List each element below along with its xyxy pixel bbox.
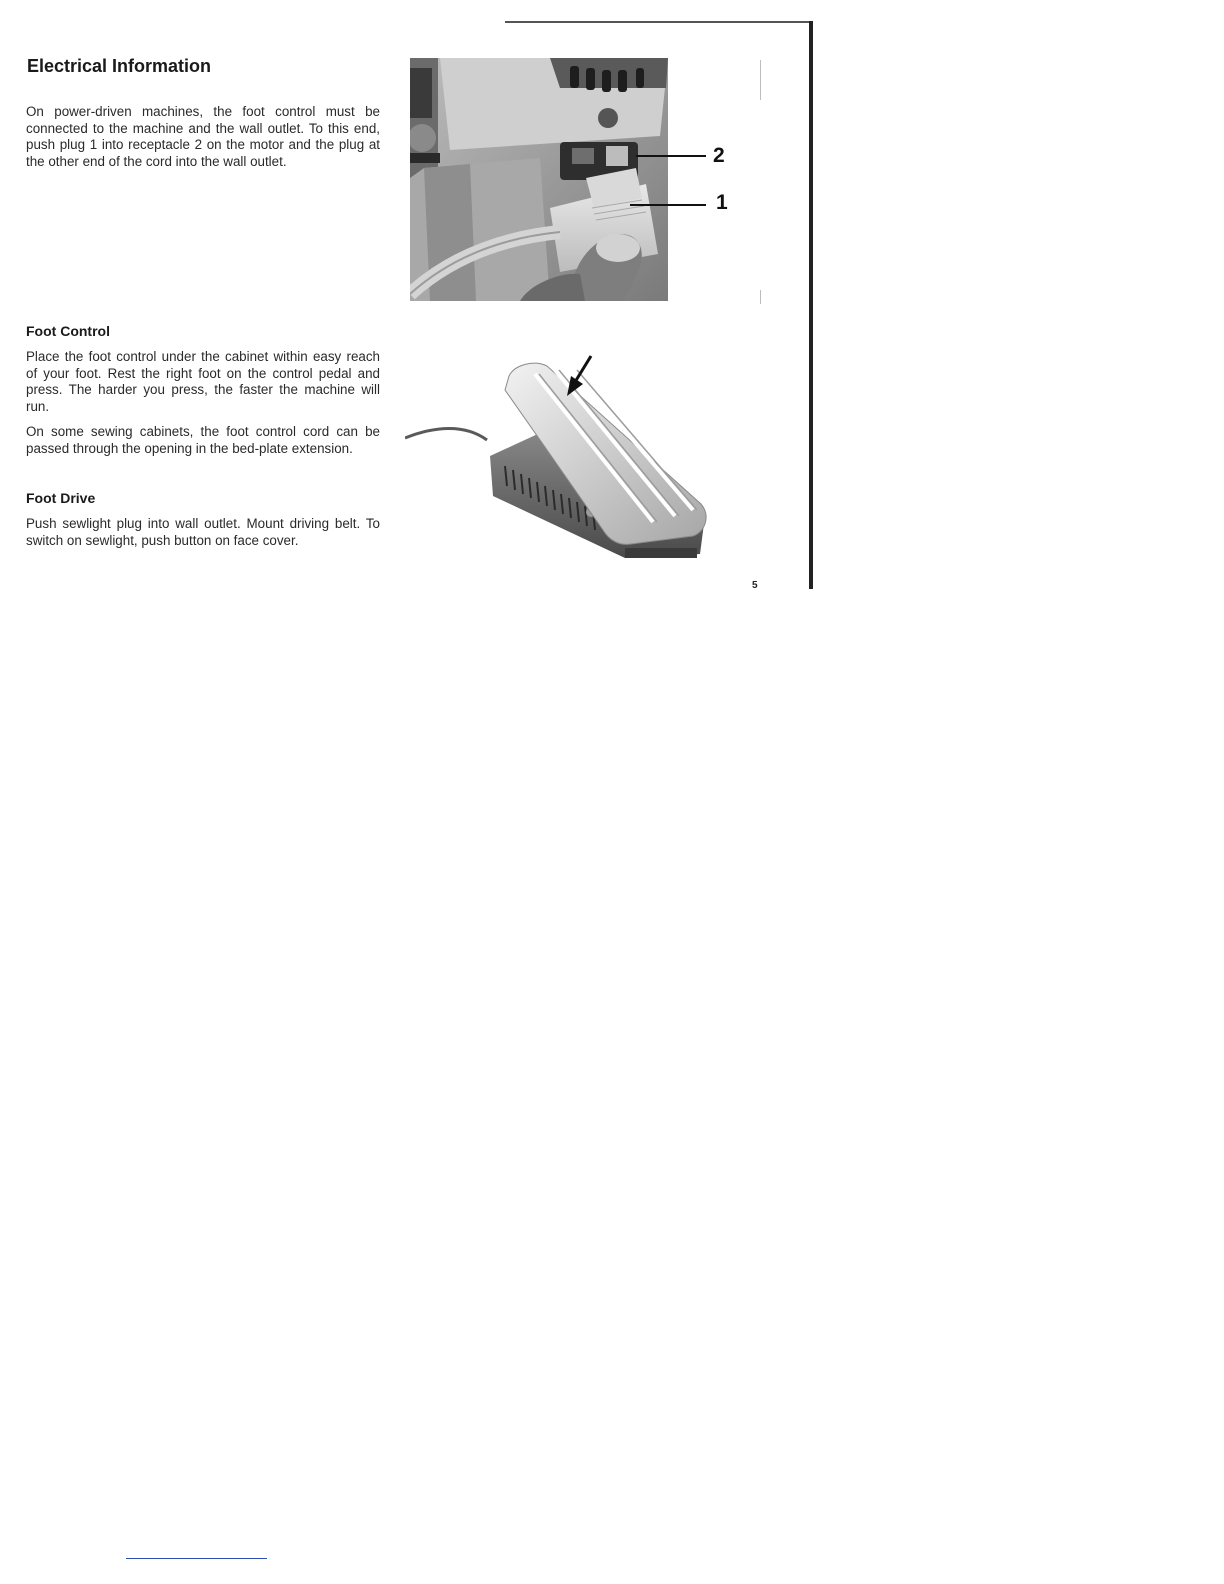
scan-artifact [760,290,761,304]
foot-control-paragraph-2: On some sewing cabinets, the foot control cord can be passed through the opening in the bed-plate extension. [26,424,380,456]
electrical-paragraph: On power-driven machines, the foot control must be connected to the machine and the wall outlet. To this end, push plug 1 into receptacle 2 on the motor and the plug at the other end of the cord into the wall outlet. [26,104,380,169]
page-number: 5 [752,580,758,591]
section-title-foot-drive: Foot Drive [26,490,96,506]
callout-line-plug [630,204,706,206]
section-title-foot-control: Foot Control [26,323,110,339]
footer-rule [126,1558,267,1559]
foot-control-paragraph-1: Place the foot control under the cabinet within easy reach of your foot. Rest the right foot on the control pedal and press. The harder you press, the faster the machine will run. [26,349,380,414]
callout-line-receptacle [636,155,706,157]
scan-artifact [760,60,761,100]
figure-foot-pedal [405,326,760,572]
callout-label-receptacle: 2 [713,144,725,167]
section-title-electrical: Electrical Information [27,56,212,76]
foot-drive-paragraph: Push sewlight plug into wall outlet. Mount driving belt. To switch on sewlight, push button on face cover. [26,516,380,548]
page-edge-right [809,21,813,589]
callout-label-plug: 1 [716,191,728,214]
page-edge-top [505,21,812,23]
figure-plug-receptacle [410,58,668,301]
